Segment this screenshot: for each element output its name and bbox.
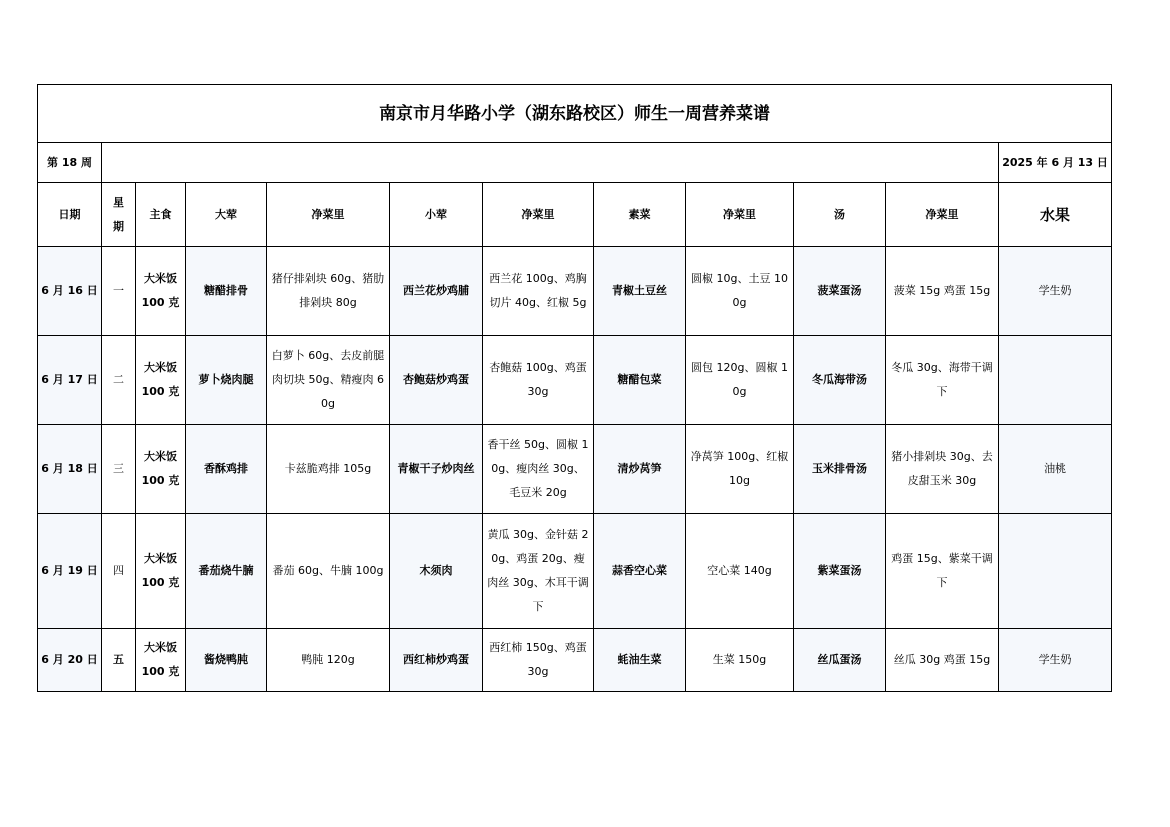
soup-cell: 丝瓜蛋汤 [794, 629, 886, 692]
weekday-cell: 一 [102, 247, 136, 336]
soup-amount-cell: 鸡蛋 15g、紫菜干调下 [886, 514, 999, 629]
fruit-cell: 学生奶 [999, 629, 1112, 692]
staple-cell: 大米饭 100 克 [136, 336, 186, 425]
big-meat-amount-cell: 鸭肫 120g [267, 629, 390, 692]
soup-cell: 玉米排骨汤 [794, 425, 886, 514]
small-meat-cell: 青椒干子炒肉丝 [390, 425, 483, 514]
soup-cell: 菠菜蛋汤 [794, 247, 886, 336]
menu-date: 2025 年 6 月 13 日 [999, 143, 1112, 183]
soup-amount-cell: 冬瓜 30g、海带干调下 [886, 336, 999, 425]
fruit-cell [999, 336, 1112, 425]
veg-cell: 蒜香空心菜 [594, 514, 686, 629]
small-meat-amount-cell: 黄瓜 30g、金针菇 20g、鸡蛋 20g、瘦肉丝 30g、木耳干调下 [483, 514, 594, 629]
weekly-menu-table [37, 84, 1112, 692]
big-meat-cell: 萝卜烧肉腿 [186, 336, 267, 425]
fruit-cell [999, 514, 1112, 629]
date-cell: 6 月 17 日 [38, 336, 102, 425]
big-meat-amount-cell: 卡兹脆鸡排 105g [267, 425, 390, 514]
veg-cell: 糖醋包菜 [594, 336, 686, 425]
date-cell: 6 月 18 日 [38, 425, 102, 514]
date-cell: 6 月 19 日 [38, 514, 102, 629]
small-meat-cell: 西兰花炒鸡脯 [390, 247, 483, 336]
veg-amount-cell: 圆包 120g、圆椒 10g [686, 336, 794, 425]
header-cell: 水果 [999, 183, 1112, 247]
big-meat-cell: 番茄烧牛腩 [186, 514, 267, 629]
fruit-cell: 学生奶 [999, 247, 1112, 336]
weekday-cell: 四 [102, 514, 136, 629]
soup-amount-cell: 丝瓜 30g 鸡蛋 15g [886, 629, 999, 692]
header-cell: 净菜里 [886, 183, 999, 247]
veg-amount-cell: 空心菜 140g [686, 514, 794, 629]
small-meat-cell: 木须肉 [390, 514, 483, 629]
week-number: 第 18 周 [38, 143, 102, 183]
weekday-cell: 三 [102, 425, 136, 514]
weekday-cell: 二 [102, 336, 136, 425]
header-cell: 日期 [38, 183, 102, 247]
header-cell: 大荤 [186, 183, 267, 247]
header-cell: 净菜里 [483, 183, 594, 247]
header-cell: 净菜里 [686, 183, 794, 247]
big-meat-amount-cell: 白萝卜 60g、去皮前腿肉切块 50g、精瘦肉 60g [267, 336, 390, 425]
header-cell: 素菜 [594, 183, 686, 247]
header-row [38, 183, 1112, 247]
date-cell: 6 月 20 日 [38, 629, 102, 692]
veg-cell: 青椒土豆丝 [594, 247, 686, 336]
staple-cell: 大米饭 100 克 [136, 514, 186, 629]
header-cell: 汤 [794, 183, 886, 247]
big-meat-cell: 糖醋排骨 [186, 247, 267, 336]
soup-cell: 冬瓜海带汤 [794, 336, 886, 425]
veg-amount-cell: 生菜 150g [686, 629, 794, 692]
soup-amount-cell: 猪小排剁块 30g、去皮甜玉米 30g [886, 425, 999, 514]
table-row [38, 514, 1112, 629]
veg-cell: 蚝油生菜 [594, 629, 686, 692]
big-meat-cell: 香酥鸡排 [186, 425, 267, 514]
table-row [38, 425, 1112, 514]
table-row [38, 247, 1112, 336]
veg-amount-cell: 净莴笋 100g、红椒 10g [686, 425, 794, 514]
small-meat-cell: 西红柿炒鸡蛋 [390, 629, 483, 692]
date-cell: 6 月 16 日 [38, 247, 102, 336]
small-meat-cell: 杏鲍菇炒鸡蛋 [390, 336, 483, 425]
soup-cell: 紫菜蛋汤 [794, 514, 886, 629]
veg-cell: 清炒莴笋 [594, 425, 686, 514]
header-cell: 净菜里 [267, 183, 390, 247]
small-meat-amount-cell: 西红柿 150g、鸡蛋 30g [483, 629, 594, 692]
page-title: 南京市月华路小学（湖东路校区）师生一周营养菜谱 [38, 85, 1112, 143]
staple-cell: 大米饭 100 克 [136, 247, 186, 336]
veg-amount-cell: 圆椒 10g、土豆 100g [686, 247, 794, 336]
header-cell: 星期 [102, 183, 136, 247]
big-meat-amount-cell: 番茄 60g、牛腩 100g [267, 514, 390, 629]
fruit-cell: 油桃 [999, 425, 1112, 514]
staple-cell: 大米饭 100 克 [136, 629, 186, 692]
staple-cell: 大米饭 100 克 [136, 425, 186, 514]
table-row [38, 629, 1112, 692]
big-meat-amount-cell: 猪仔排剁块 60g、猪肋排剁块 80g [267, 247, 390, 336]
weekday-cell: 五 [102, 629, 136, 692]
table-row [38, 336, 1112, 425]
small-meat-amount-cell: 香干丝 50g、圆椒 10g、瘦肉丝 30g、毛豆米 20g [483, 425, 594, 514]
soup-amount-cell: 菠菜 15g 鸡蛋 15g [886, 247, 999, 336]
info-spacer [102, 143, 999, 183]
header-cell: 主食 [136, 183, 186, 247]
small-meat-amount-cell: 杏鲍菇 100g、鸡蛋 30g [483, 336, 594, 425]
header-cell: 小荤 [390, 183, 483, 247]
small-meat-amount-cell: 西兰花 100g、鸡胸切片 40g、红椒 5g [483, 247, 594, 336]
big-meat-cell: 酱烧鸭肫 [186, 629, 267, 692]
